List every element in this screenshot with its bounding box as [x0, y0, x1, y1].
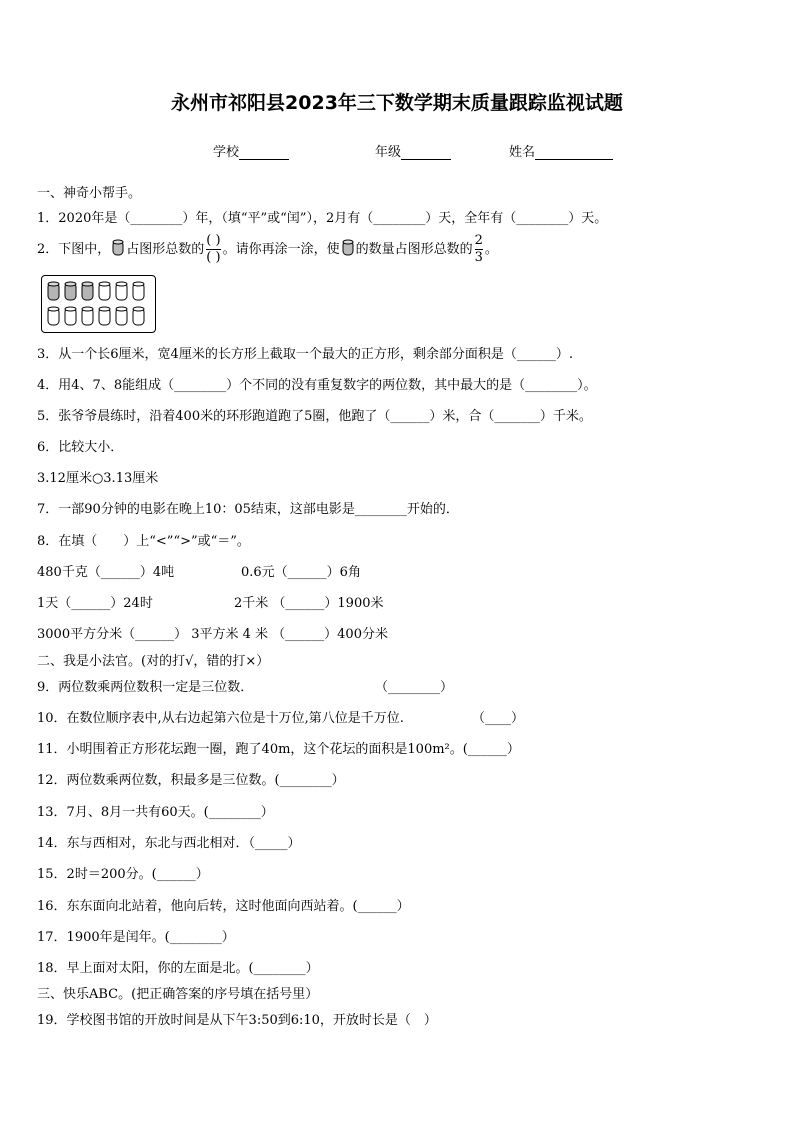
cylinder-icon — [99, 282, 110, 300]
question-6: 6．比较大小． — [37, 440, 124, 455]
question-13: 13．7月、8月一共有60天。(________） — [37, 805, 274, 820]
q8-row-1a: 480千克（______）4吨 — [37, 565, 175, 580]
question-16: 16．东东面向北站着，他向后转，这时他面向西站着。(______） — [37, 899, 410, 914]
name-blank — [535, 145, 613, 160]
question-1: 1．2020年是（________）年，（填“平”或“闰”），2月有（________）天，全年有（________）天。 — [37, 211, 608, 226]
grade-blank — [401, 145, 451, 160]
question-6-compare: 3.12厘米○3.13厘米 — [37, 471, 159, 486]
fraction-blank — [206, 233, 220, 266]
q8-row-1b: 0.6元（______）6角 — [241, 565, 361, 580]
school-field — [213, 141, 289, 160]
q10-answer-blank: （____） — [472, 711, 525, 726]
cylinder-icon — [116, 307, 127, 325]
question-7: 7．一部90分钟的电影在晚上10：05结束，这部电影是________开始的． — [37, 502, 459, 517]
question-18: 18．早上面对太阳，你的左面是北。(________） — [37, 961, 319, 976]
name-field — [509, 141, 613, 160]
cylinder-icon — [133, 307, 144, 325]
grade-label: 年级 — [375, 145, 402, 160]
cylinder-grid-svg — [42, 276, 155, 332]
fraction-numerator: 2 — [474, 233, 483, 248]
cylinder-icon — [82, 307, 93, 325]
page-title: 永州市祁阳县2023年三下数学期末质量跟踪监视试题 — [171, 92, 623, 114]
section-2-heading: 二、我是小法官。(对的打√，错的打×） — [37, 654, 270, 669]
q8-row-2a: 1天（______）24时 — [37, 596, 153, 611]
q2-mid2: 。请你再涂一涂，使 — [222, 242, 340, 257]
question-11: 11．小明围着正方形花坛跑一圈，跑了40m，这个花坛的面积是100m²。(______） — [37, 742, 520, 757]
cylinder-icon — [48, 307, 59, 325]
school-blank — [239, 145, 289, 160]
question-12: 12．两位数乘两位数，积最多是三位数。(________） — [37, 773, 345, 788]
cylinder-icon-2 — [342, 239, 354, 261]
question-15: 15．2时＝200分。(______） — [37, 867, 209, 882]
section-1-heading: 一、神奇小帮手。 — [37, 186, 142, 201]
question-5: 5．张爷爷晨练时，沿着400米的环形跑道跑了5圈，他跑了（______）米，合（_______）千米。 — [37, 409, 592, 424]
shaded-cylinder-icon — [82, 282, 93, 300]
fraction-blank-bottom: ( ) — [206, 250, 221, 265]
q8-row-2b: 2千米 （______）1900米 — [234, 596, 384, 611]
question-14: 14．东与西相对，东北与西北相对．（_____） — [37, 836, 301, 851]
school-label: 学校 — [213, 145, 240, 160]
cylinder-icon — [116, 282, 127, 300]
question-8: 8．在填（ ）上“<”“>”或“＝”。 — [37, 534, 250, 549]
question-3: 3．从一个长6厘米，宽4厘米的长方形上截取一个最大的正方形，剩余部分面积是（______）. — [37, 347, 573, 362]
section-3-heading: 三、快乐ABC。(把正确答案的序号填在括号里） — [37, 987, 319, 1002]
fraction-denominator: 3 — [474, 250, 483, 265]
name-label: 姓名 — [509, 145, 536, 160]
shaded-cylinder-icon — [65, 282, 76, 300]
grade-field — [375, 141, 451, 160]
q2-prefix: 2．下图中， — [37, 242, 111, 257]
fraction-blank-top: ( ) — [206, 233, 221, 248]
cylinder-icon — [99, 307, 110, 325]
question-10: 10．在数位顺序表中,从右边起第六位是十万位,第八位是千万位. — [37, 711, 404, 726]
q8-row-3a: 3000平方分米（______） 3平方米 4 米 （______）400分米 — [37, 627, 388, 642]
q2-mid1: 占图形总数的 — [126, 242, 205, 257]
q9-answer-blank: （________） — [375, 680, 454, 695]
question-4: 4．用4、7、8能组成（________）个不同的没有重复数字的两位数，其中最大的是（________）。 — [37, 378, 597, 393]
question-9: 9．两位数乘两位数积一定是三位数． — [37, 680, 254, 695]
q2-suffix: 。 — [484, 242, 498, 257]
question-19: 19．学校图书馆的开放时间是从下午3:50到6:10，开放时长是（ ） — [37, 1013, 437, 1028]
shaded-cylinder-icon — [48, 282, 59, 300]
question-17: 17．1900年是闰年。(________） — [37, 930, 235, 945]
cylinder-icon — [112, 239, 124, 261]
fraction-two-thirds — [475, 233, 483, 266]
question-2 — [37, 233, 498, 266]
cylinder-icon — [133, 282, 144, 300]
cylinder-icon — [65, 307, 76, 325]
cylinder-grid — [41, 275, 156, 333]
q2-mid3: 的数量占图形总数的 — [355, 242, 473, 257]
